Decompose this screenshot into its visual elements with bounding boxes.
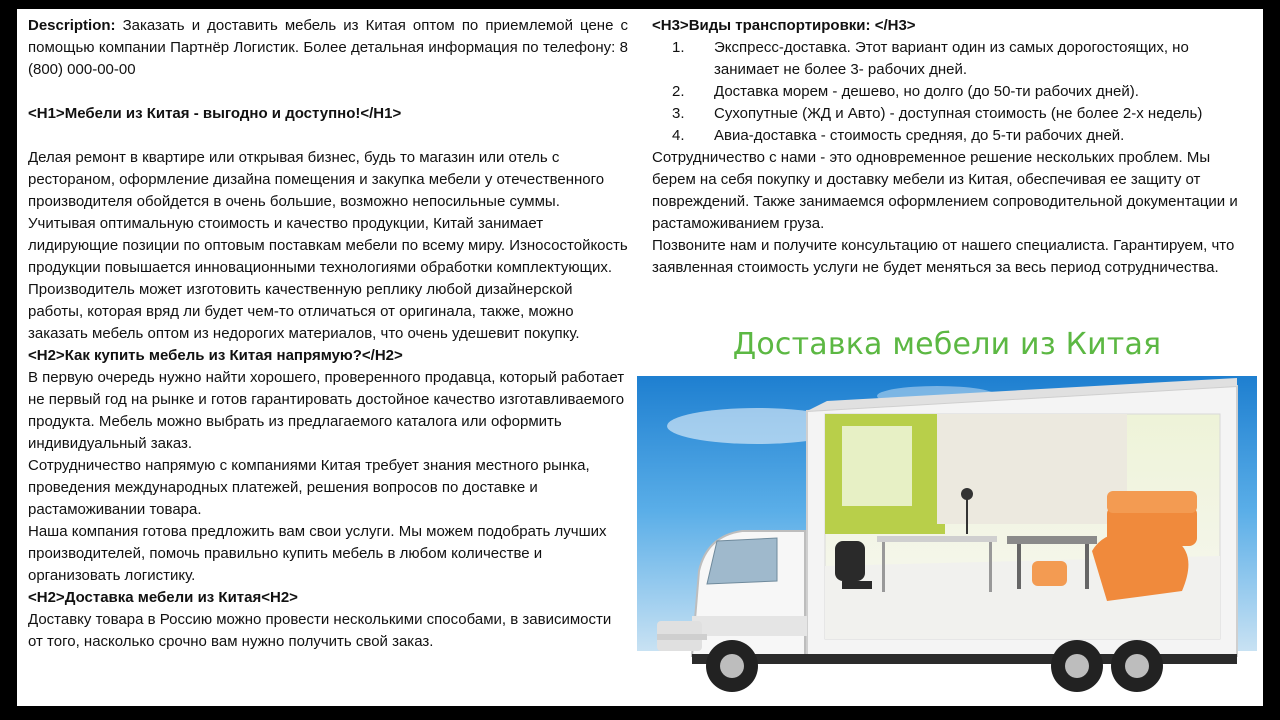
delivery-paragraph: Доставку товара в Россию можно провести несколькими способами, в зависимости от того, насколько срочно вам нужно получить свой заказ. bbox=[28, 611, 612, 650]
h1-heading: <H1>Мебели из Китая - выгодно и доступно!</H1> bbox=[28, 105, 402, 122]
list-item-text: Сухопутные (ЖД и Авто) - доступная стоимость (не более 2-х недель) bbox=[714, 105, 1203, 122]
list-item-number: 2. bbox=[672, 83, 685, 100]
description-label: Description: bbox=[28, 17, 116, 34]
right-column bbox=[652, 15, 1252, 279]
call-paragraph: Позвоните нам и получите консультацию от нашего специалиста. Гарантируем, что заявленная стоимость услуги не будет меняться за весь период сотрудничества. bbox=[652, 237, 1235, 276]
h3-heading: <H3>Виды транспортировки: </H3> bbox=[652, 17, 916, 34]
cooperation-paragraph: Сотрудничество с нами - это одновременное решение нескольких проблем. Мы берем на себя покупку и доставку мебели из Китая, обеспечивая ее защиту от повреждений. Также занимаемся оформлением сопроводительной документации и растаможиванием груза. bbox=[652, 149, 1238, 232]
direct-paragraph-2: Сотрудничество напрямую с компаниями Китая требует знания местного рынка, проведения международных платежей, решения вопросов по доставке и растаможивании товара. bbox=[28, 457, 590, 518]
direct-paragraph-1: В первую очередь нужно найти хорошего, проверенного продавца, который работает не первый год на рынке и готов гарантировать достойное качество изготавливаемого продукта. Мебель можно выбрать из предлагаемого каталога или оформить индивидуальный заказ. bbox=[28, 369, 625, 452]
document-page bbox=[17, 9, 1263, 706]
list-item-text: Авиа-доставка - стоимость средняя, до 5-ти рабочих дней. bbox=[714, 127, 1125, 144]
list-item bbox=[652, 81, 1252, 103]
description-paragraph bbox=[28, 15, 628, 81]
delivery-truck-illustration bbox=[637, 366, 1257, 699]
description-text: Заказать и доставить мебель из Китая оптом по приемлемой цене с помощью компании Партнёр Логистик. Более детальная информация по телефону: 8 (800) 000-00-00 bbox=[28, 17, 628, 78]
promo-banner bbox=[637, 319, 1257, 699]
intro-paragraph-1: Делая ремонт в квартире или открывая бизнес, будь то магазин или отель с рестораном, оформление дизайна помещения и закупка мебели у отечественного производителя обойдется в очень большие, возможно непосильные суммы. bbox=[28, 149, 605, 210]
list-item-number: 1. bbox=[672, 39, 685, 56]
list-item-text: Экспресс-доставка. Этот вариант один из самых дорогостоящих, но занимает не более 3- рабочих дней. bbox=[714, 39, 1189, 78]
transport-list bbox=[652, 37, 1252, 147]
h2-delivery-heading: <H2>Доставка мебели из Китая<H2> bbox=[28, 589, 298, 606]
list-item-number: 3. bbox=[672, 105, 685, 122]
list-item-number: 4. bbox=[672, 127, 685, 144]
list-item-text: Доставка морем - дешево, но долго (до 50-ти рабочих дней). bbox=[714, 83, 1139, 100]
left-column bbox=[28, 15, 628, 653]
list-item bbox=[652, 125, 1252, 147]
list-item bbox=[652, 103, 1252, 125]
list-item bbox=[652, 37, 1252, 81]
direct-paragraph-3: Наша компания готова предложить вам свои услуги. Мы можем подобрать лучших производителей, помочь правильно купить мебель в любом количестве и организовать логистику. bbox=[28, 523, 607, 584]
h2-direct-heading: <H2>Как купить мебель из Китая напрямую?</H2> bbox=[28, 347, 403, 364]
intro-paragraph-2: Учитывая оптимальную стоимость и качество продукции, Китай занимает лидирующие позиции по оптовым поставкам мебели по всему миру. Износостойкость продукции повышается инновационными технологиями обработки комплектующих. Производитель может изготовить качественную реплику любой дизайнерской работы, которая вряд ли будет чем-то отличаться от оригинала, также, можно заказать мебель оптом из недорогих материалов, что очень удешевит покупку. bbox=[28, 215, 628, 342]
promo-title: Доставка мебели из Китая bbox=[732, 327, 1162, 362]
